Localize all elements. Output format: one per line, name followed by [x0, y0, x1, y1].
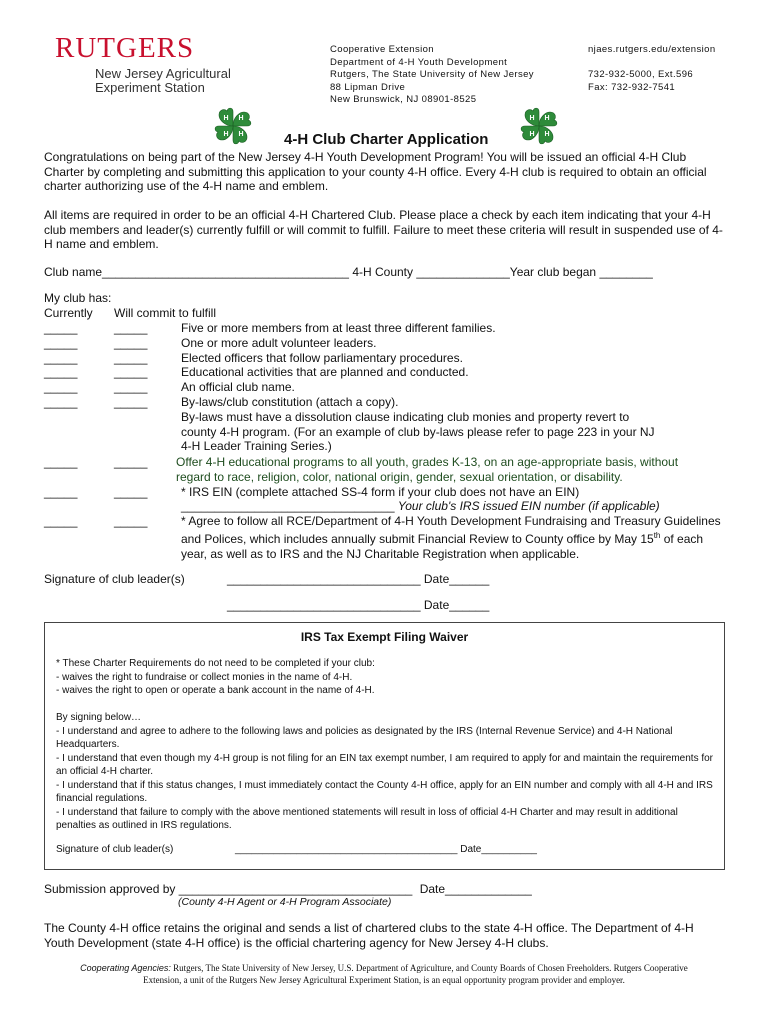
waiver-signature-line — [235, 843, 537, 857]
approval-note: (County 4-H Agent or 4-H Program Associate) — [178, 896, 392, 908]
contact-block — [588, 44, 716, 94]
checklist-item: Elected officers that follow parliamentary procedures. — [181, 350, 463, 365]
waiver-paragraph-1 — [56, 657, 716, 698]
check-blank-current-8[interactable]: _____ — [44, 485, 78, 499]
year-label: Year club began — [509, 265, 597, 279]
checklist-item: An official club name. — [181, 380, 295, 395]
ein-note: Your club's IRS issued EIN number (if applicable) — [397, 499, 660, 513]
checklist-item: One or more adult volunteer leaders. — [181, 335, 377, 350]
4h-clover-icon-left — [211, 104, 255, 148]
check-blank-current-3[interactable]: _____ — [44, 350, 78, 365]
check-blank-current-9[interactable]: _____ — [44, 514, 78, 528]
checklist-items — [181, 321, 726, 454]
check-blank-current-1[interactable]: _____ — [44, 321, 78, 335]
svg-text:H: H — [544, 131, 550, 138]
check-blank-current-7[interactable]: _____ — [44, 455, 78, 469]
approval-date-field[interactable]: Date_____________ — [419, 882, 532, 896]
waiver-title: IRS Tax Exempt Filing Waiver — [300, 630, 469, 644]
address-line: New Brunswick, NJ 08901-8525 — [330, 94, 477, 105]
waiver-line: * These Charter Requirements do not need to be completed if your club: — [56, 658, 375, 669]
address-line: Department of 4-H Youth Development — [330, 56, 508, 68]
year-field[interactable]: ________ — [599, 265, 653, 279]
signature-label: Signature of club leader(s) — [44, 572, 185, 586]
ein-field[interactable]: ________________________________ — [181, 499, 395, 513]
checklist-item: Five or more members from at least three different families. — [181, 321, 496, 335]
waiver-signature-label: Signature of club leader(s) — [56, 844, 174, 855]
col-currently: Currently — [44, 306, 93, 320]
checklist-item: By-laws/club constitution (attach a copy). — [181, 394, 399, 409]
check-blank-current-5[interactable]: _____ — [44, 380, 78, 395]
irs-waiver-box — [44, 622, 725, 870]
signature-field-1[interactable]: _____________________________ — [227, 572, 421, 586]
county-field[interactable]: ______________ — [416, 265, 510, 279]
checkbox-column-commit — [114, 321, 147, 410]
club-name-label: Club name — [44, 265, 103, 279]
svg-text:H: H — [238, 131, 244, 138]
fundraising-text: * Agree to follow all RCE/Department of 4-H Youth Development Fundraising and Treasury Guidelines and Polices, which includes annually submit Financial Review to County office by May 15 — [181, 514, 721, 546]
checklist-item: Educational activities that are planned and conducted. — [181, 365, 469, 380]
superscript-th: th — [653, 530, 661, 540]
signature-line-2 — [227, 598, 489, 613]
check-blank-commit-3[interactable]: _____ — [114, 350, 148, 365]
club-name-field[interactable]: _____________________________________ — [102, 265, 349, 279]
checklist-item-offer: Offer 4-H educational programs to all youth, grades K-13, on an age-appropriate basis, without regard to race, religion, color, national origin, gender, sexual orientation, or disability. — [176, 455, 679, 484]
club-info-line — [44, 265, 653, 280]
svg-text:H: H — [223, 131, 229, 138]
intro-paragraph: Congratulations on being part of the New Jersey 4-H Youth Development Program! You will be issued an official 4-H Club Charter by completing and submitting this application to your county 4-H office. Every 4-H club is required to obtain an official charter authorizing use of the 4-H name and emblem. — [44, 150, 707, 193]
waiver-line: - I understand that failure to comply with the above mentioned statements will result in loss of official 4-H Charter and may result in additional penalties as outlined in IRS regulations. — [56, 806, 678, 831]
county-label: 4-H County — [352, 265, 414, 279]
date-field-1[interactable]: Date______ — [423, 572, 490, 586]
signature-line-1 — [227, 572, 489, 587]
checkbox-column-currently — [44, 321, 77, 410]
logo-subtitle-1: New Jersey Agricultural — [95, 66, 231, 81]
footer-text-1: Rutgers, The State University of New Jersey, U.S. Department of Agriculture, and County Boards of Chosen Freeholders. Rutgers Cooperative — [170, 963, 688, 973]
logo-subtitle-2: Experiment Station — [95, 80, 205, 95]
waiver-line: By signing below… — [56, 712, 142, 723]
4h-clover-icon-right — [517, 104, 561, 148]
signature-field-2[interactable]: _____________________________ — [227, 598, 421, 612]
fundraising-text-end: of each year, as well as to IRS and the NJ Charitable Registration when applicable. — [181, 531, 704, 561]
ein-line — [181, 499, 660, 514]
rutgers-logo: RUTGERS — [55, 32, 195, 64]
footer-line-1 — [34, 962, 734, 974]
phone-number: 732-932-5000, Ext.596 — [588, 69, 694, 80]
footer-label: Cooperating Agencies: — [80, 963, 171, 973]
requirements-paragraph: All items are required in order to be an official 4-H Chartered Club. Please place a check by each item indicating that your 4-H club members and leader(s) currently fulfill or will commit to fulfill. Failure to meet these criteria will result in suspended use of 4-H name and emblem. — [44, 208, 723, 251]
footer — [34, 962, 734, 986]
check-blank-current-6[interactable]: _____ — [44, 394, 78, 409]
check-blank-commit-9[interactable]: _____ — [114, 514, 148, 528]
checklist-item-ein: * IRS EIN (complete attached SS-4 form if your club does not have an EIN) — [181, 485, 580, 499]
approval-field[interactable]: ___________________________________ — [178, 882, 413, 896]
check-blank-commit-2[interactable]: _____ — [114, 335, 148, 350]
page-title: 4-H Club Charter Application — [284, 131, 489, 148]
waiver-line: - waives the right to open or operate a bank account in the name of 4-H. — [56, 685, 375, 696]
closing-paragraph: The County 4-H office retains the original and sends a list of chartered clubs to the state 4-H office. The Department of 4-H Youth Development (state 4-H office) is the official chartering agency for New Jersey 4-H clubs. — [44, 921, 694, 950]
col-commit: Will commit to fulfill — [114, 306, 217, 320]
svg-text:H: H — [529, 131, 535, 138]
approval-label: Submission approved by — [44, 882, 176, 896]
checklist-item-fundraising — [181, 514, 726, 561]
check-blank-commit-6[interactable]: _____ — [114, 394, 148, 409]
svg-text:H: H — [529, 115, 535, 122]
fax-number: Fax: 732-932-7541 — [588, 81, 676, 93]
waiver-line: - waives the right to fundraise or collect monies in the name of 4-H. — [56, 671, 353, 683]
svg-text:H: H — [223, 115, 229, 122]
date-field-2[interactable]: Date______ — [423, 598, 490, 612]
address-block — [330, 44, 534, 107]
waiver-line: - I understand that even though my 4-H group is not filing for an EIN tax exempt number, I am required to apply for and maintain the requirements for an official 4-H charter. — [56, 752, 714, 777]
address-line: Cooperative Extension — [330, 44, 434, 55]
waiver-line: - I understand and agree to adhere to the following laws and policies as designated by the IRS (Internal Revenue Service) and 4-H National Headquarters. — [56, 725, 673, 750]
checklist-item: By-laws must have a dissolution clause indicating club monies and property revert to county 4-H program. (For an example of club by-laws please refer to page 223 in your NJ 4-H Leader Training Series.) — [181, 409, 655, 454]
waiver-date-field[interactable]: Date__________ — [460, 844, 537, 855]
check-blank-commit-1[interactable]: _____ — [114, 321, 148, 335]
approval-line — [44, 882, 532, 897]
footer-text-2: Extension, a unit of the Rutgers New Jersey Agricultural Experiment Station, is an equal opportunity program provider and employer. — [143, 975, 625, 985]
address-line: 88 Lipman Drive — [330, 81, 406, 93]
checklist-heading: My club has: — [44, 291, 112, 305]
check-blank-current-4[interactable]: _____ — [44, 365, 78, 380]
check-blank-commit-5[interactable]: _____ — [114, 380, 148, 395]
address-line: Rutgers, The State University of New Jersey — [330, 69, 534, 80]
website-link[interactable]: njaes.rutgers.edu/extension — [588, 44, 716, 55]
waiver-signature-field[interactable]: ________________________________________ — [235, 844, 458, 855]
check-blank-current-2[interactable]: _____ — [44, 335, 78, 350]
waiver-line: - I understand that if this status changes, I must immediately contact the County 4-H office, apply for an EIN number and comply with all 4-H and IRS financial regulations. — [56, 779, 713, 804]
check-blank-commit-8[interactable]: _____ — [114, 485, 148, 499]
check-blank-commit-7[interactable]: _____ — [114, 455, 148, 469]
check-blank-commit-4[interactable]: _____ — [114, 365, 148, 380]
svg-text:H: H — [238, 115, 244, 122]
svg-text:H: H — [544, 115, 550, 122]
waiver-paragraph-2 — [56, 711, 716, 833]
